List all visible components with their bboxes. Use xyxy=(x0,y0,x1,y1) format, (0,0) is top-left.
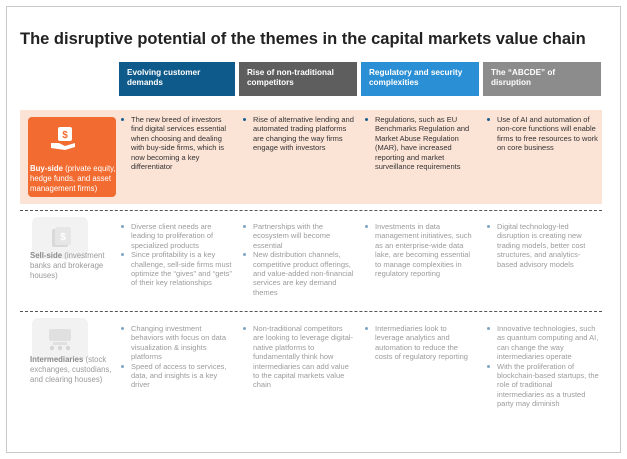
list-item: Intermediaries look to leverage analytics and automation to reduce the costs of regulatory reporting xyxy=(365,324,477,362)
row-label-sell-side-desc: (investment banks and brokerage houses) xyxy=(30,251,105,280)
svg-text:$: $ xyxy=(62,130,68,141)
list-item: Innovative technologies, such as quantum computing and AI, can change the way intermediaries operate xyxy=(487,324,599,362)
money-stack-icon xyxy=(45,225,75,251)
list-item: Partnerships with the ecosystem will become essential xyxy=(243,222,355,250)
svg-text:$: $ xyxy=(60,232,66,243)
buy-side-icon-box xyxy=(36,117,92,159)
list-item: Since profitability is a key challenge, sell-side firms must optimize the “gives” and “gets” of their key relationships xyxy=(121,250,233,288)
column-header-regulatory: Regulatory and security complexities xyxy=(361,62,479,96)
cell-intermediaries-regulatory xyxy=(365,324,477,362)
list-item: Digital technology-led disruption is creating new trading models, better cost structures, and analytics-based advisory models xyxy=(487,222,599,269)
row-label-sell-side xyxy=(30,251,116,281)
cell-sell-side-customer-demands xyxy=(121,222,233,288)
cell-buy-side-abcde xyxy=(487,115,599,153)
intermediaries-icon-box xyxy=(32,318,88,360)
list-item: Rise of alternative lending and automated trading platforms are changing the way firms engage with investors xyxy=(243,115,355,153)
list-item: The new breed of investors find digital services essential when choosing and dealing with buy-side firms, which is now becoming a key differentiator xyxy=(121,115,233,171)
row-divider xyxy=(20,210,602,211)
row-divider xyxy=(20,311,602,312)
cell-intermediaries-abcde xyxy=(487,324,599,409)
list-item: Changing investment behaviors with focus on data visualization & insights platforms xyxy=(121,324,233,362)
row-label-intermediaries xyxy=(30,355,116,385)
column-header-abcde: The “ABCDE” of disruption xyxy=(483,62,601,96)
row-label-buy-side xyxy=(30,164,116,194)
money-hand-icon xyxy=(49,125,79,151)
list-item: Regulations, such as EU Benchmarks Regulation and Market Abuse Regulation (MAR), have increased reporting and market surveillance requirements xyxy=(365,115,477,171)
list-item: Diverse client needs are leading to proliferation of specialized products xyxy=(121,222,233,250)
list-item: Use of AI and automation of non-core functions will enable firms to free resources to work on core business xyxy=(487,115,599,153)
cell-sell-side-regulatory xyxy=(365,222,477,278)
row-label-buy-side-bold: Buy-side xyxy=(30,164,63,173)
column-header-customer-demands: Evolving customer demands xyxy=(119,62,235,96)
cell-intermediaries-customer-demands xyxy=(121,324,233,390)
row-label-intermediaries-desc: (stock exchanges, custodians, and clearing houses) xyxy=(30,355,112,384)
row-label-sell-side-bold: Sell-side xyxy=(30,251,63,260)
list-item: With the proliferation of blockchain-based startups, the role of traditional intermediaries as a trusted party may diminish xyxy=(487,362,599,409)
list-item: Non-traditional competitors are looking to leverage digital-native platforms to fundamentally think how intermediaries can add value to the capital markets value chain xyxy=(243,324,355,390)
cell-buy-side-regulatory xyxy=(365,115,477,171)
list-item: New distribution channels, competitive product offerings, and value-added non-financial services are key demand themes xyxy=(243,250,355,297)
list-item: Investments in data management initiatives, such as an enterprise-wide data lake, are becoming essential to manage complexities in regulatory reporting xyxy=(365,222,477,278)
network-icon xyxy=(45,326,75,352)
cell-sell-side-competitors xyxy=(243,222,355,297)
page-title: The disruptive potential of the themes in the capital markets value chain xyxy=(20,30,586,48)
cell-sell-side-abcde xyxy=(487,222,599,269)
row-label-buy-side-desc: (private equity, hedge funds, and asset management firms) xyxy=(30,164,116,193)
list-item: Speed of access to services, data, and insights is a key driver xyxy=(121,362,233,390)
cell-buy-side-customer-demands xyxy=(121,115,233,171)
column-header-competitors: Rise of non-traditional competitors xyxy=(239,62,357,96)
row-label-intermediaries-bold: Intermediaries xyxy=(30,355,84,364)
cell-intermediaries-competitors xyxy=(243,324,355,390)
cell-buy-side-competitors xyxy=(243,115,355,153)
